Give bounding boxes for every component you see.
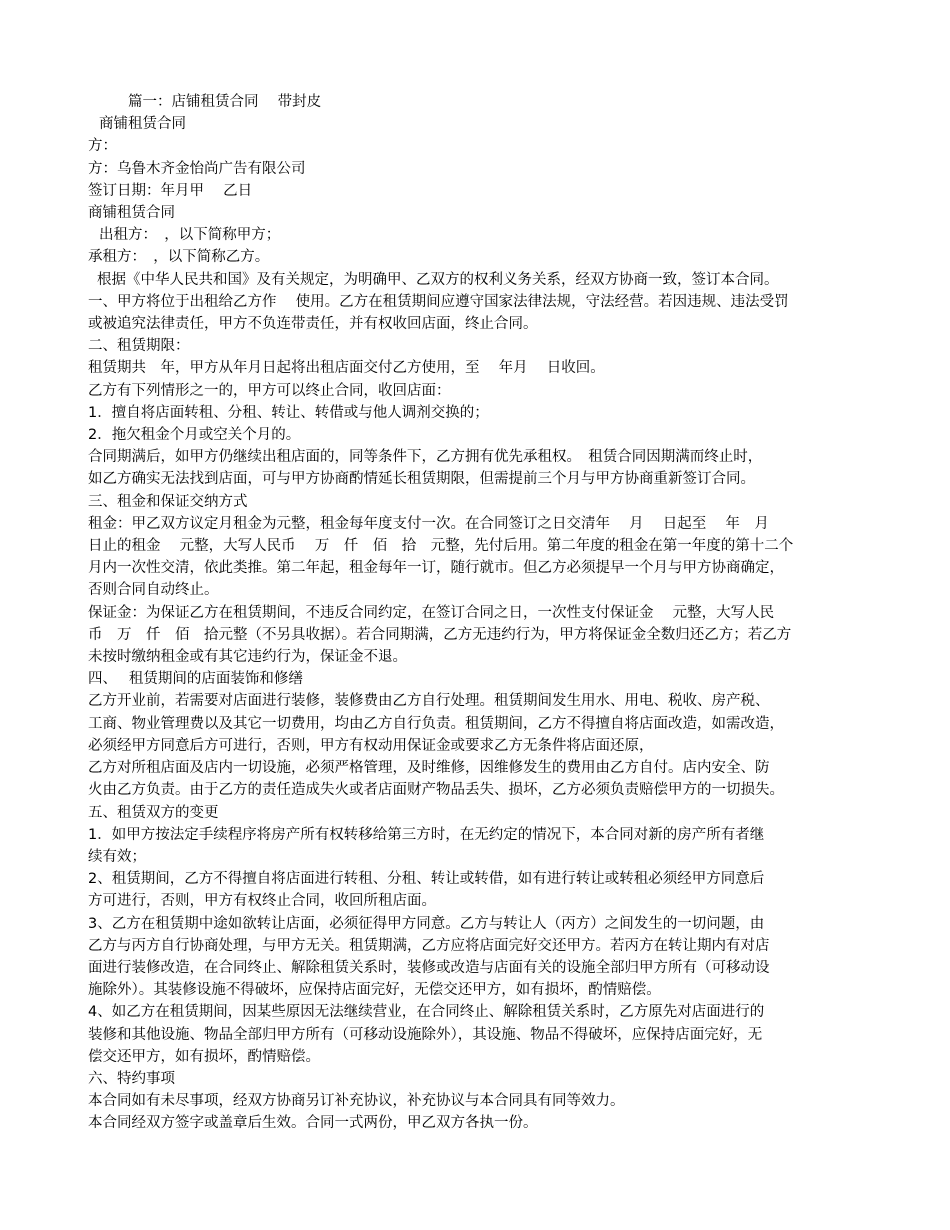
preamble: 根据《中华人民共和国》及有关规定，为明确甲、乙双方的权利义务关系，经双方协商一致，签订本合同。: [97, 271, 779, 288]
deposit-line-3: 未按时缴纳租金或有其它违约行为，保证金不退。: [88, 649, 407, 666]
maintenance-line-1: 乙方对所租店面及店内一切设施，必须严格管理，及时维修，因维修发生的费用由乙方自付。店内安全、防: [88, 760, 770, 777]
rent-line-1: 租金：甲乙双方议定月租金为元整，租金每年度支付一次。在合同签订之日交清年 月 日起至 年 月: [88, 515, 769, 532]
special-line-1: 本合同如有未尽事项，经双方协商另订补充协议，补充协议与本合同具有同等效力。: [88, 1093, 625, 1110]
contract-heading: 商铺租赁合同: [88, 205, 175, 222]
change-item-2-line-2: 方可进行，否则，甲方有权终止合同，收回所租店面。: [88, 893, 436, 910]
change-item-4-line-2: 装修和其他设施、物品全部归甲方所有（可移动设施除外），其设施、物品不得破坏，应保持店面完好，无: [88, 1026, 763, 1043]
termination-item-2: 2．拖欠租金个月或空关个月的。: [88, 427, 301, 444]
special-line-2: 本合同经双方签字或盖章后生效。合同一式两份，甲乙双方各执一份。: [88, 1115, 538, 1132]
renewal-line-2: 如乙方确实无法找到店面，可与甲方协商酌情延长租赁期限，但需提前三个月与甲方协商重新签订合同。: [88, 471, 755, 488]
cover-title: 商铺租赁合同: [99, 116, 186, 133]
change-item-3-line-3: 面进行装修改造，在合同终止、解除租赁关系时，装修或改造与店面有关的设施全部归甲方所有（可移动设: [88, 959, 770, 976]
section-5-heading: 五、租赁双方的变更: [88, 804, 219, 821]
clause-1-line-1: 一、甲方将位于出租给乙方作 使用。乙方在租赁期间应遵守国家法律法规，守法经营。若因违规、违法受罚: [88, 293, 789, 310]
change-item-2-line-1: 2、租赁期间，乙方不得擅自将店面进行转租、分租、转让或转借，如有进行转让或转租必须经甲方同意后: [88, 871, 765, 888]
rent-line-4: 否则合同自动终止。: [88, 582, 219, 599]
lessee-line: 承租方： ，以下简称乙方。: [88, 249, 270, 266]
section-3-heading: 三、租金和保证交纳方式: [88, 493, 248, 510]
change-item-3-line-1: 3、乙方在租赁期中途如欲转让店面，必须征得甲方同意。乙方与转让人（丙方）之间发生的一切问题，由: [88, 915, 765, 932]
change-item-3-line-2: 乙方与丙方自行协商处理，与甲方无关。租赁期满，乙方应将店面完好交还甲方。若丙方在转让期内有对店: [88, 937, 770, 954]
rent-line-3: 月内一次性交清，依此类推。第二年起，租金每年一订，随行就市。但乙方必须提早一个月与甲方协商确定，: [88, 560, 784, 577]
termination-item-1: 1．擅自将店面转租、分租、转让、转借或与他人调剂交换的；: [88, 404, 489, 421]
section-4-heading: 四、 租赁期间的店面装饰和修缮: [88, 671, 303, 688]
rent-line-2: 日止的租金 元整，大写人民币 万 仟 佰 拾 元整，先付后用。第二年度的租金在第一年度的第十二个: [88, 538, 794, 555]
decoration-line-2: 工商、物业管理费以及其它一切费用，均由乙方自行负责。租赁期间，乙方不得擅自将店面改造，如需改造，: [88, 715, 784, 732]
section-2-heading: 二、租赁期限：: [88, 338, 190, 355]
decoration-line-3: 必须经甲方同意后方可进行，否则，甲方有权动用保证金或要求乙方无条件将店面还原，: [88, 737, 654, 754]
change-item-1-line-2: 续有效；: [88, 848, 146, 865]
maintenance-line-2: 火由乙方负责。由于乙方的责任造成失火或者店面财产物品丢失、损坏，乙方必须负责赔偿甲方的一切损失。: [88, 782, 784, 799]
lease-term: 租赁期共 年，甲方从年月日起将出租店面交付乙方使用，至 年月 日收回。: [88, 360, 605, 377]
doc-title: 篇一：店铺租赁合同 带封皮: [128, 94, 322, 110]
termination-intro: 乙方有下列情形之一的，甲方可以终止合同，收回店面：: [88, 382, 451, 399]
change-item-1-line-1: 1．如甲方按法定手续程序将房产所有权转移给第三方时，在无约定的情况下，本合同对新的房产所有者继: [88, 826, 765, 843]
deposit-line-2: 币 万 仟 佰 拾元整（不另具收据）。若合同期满，乙方无违约行为，甲方将保证金全数归还乙方；若乙方: [88, 626, 792, 643]
change-item-4-line-1: 4、如乙方在租赁期间，因某些原因无法继续营业，在合同终止、解除租赁关系时，乙方原先对店面进行的: [88, 1004, 765, 1021]
section-6-heading: 六、特约事项: [88, 1070, 175, 1087]
contract-document: [88, 91, 868, 1135]
sign-date: 签订日期：年月甲 乙日: [88, 182, 253, 199]
party-a-line: 方：: [88, 138, 117, 155]
clause-1-line-2: 或被追究法律责任，甲方不负连带责任，并有权收回店面，终止合同。: [88, 316, 538, 333]
renewal-line-1: 合同期满后，如甲方仍继续出租店面的，同等条件下，乙方拥有优先承租权。 租赁合同因期满而终止时，: [88, 449, 763, 466]
decoration-line-1: 乙方开业前，若需要对店面进行装修，装修费由乙方自行处理。租赁期间发生用水、用电、税收、房产税、: [88, 693, 770, 710]
deposit-line-1: 保证金：为保证乙方在租赁期间，不违反合同约定，在签订合同之日，一次性支付保证金 元整，大写人民: [88, 604, 775, 621]
party-b-line: 方：乌鲁木齐金怡尚广告有限公司: [88, 160, 306, 177]
change-item-3-line-4: 施除外）。其装修设施不得破坏，应保持店面完好，无偿交还甲方，如有损坏，酌情赔偿。: [88, 982, 661, 999]
change-item-4-line-3: 偿交还甲方，如有损坏，酌情赔偿。: [88, 1048, 320, 1065]
lessor-line: 出租方： ，以下简称甲方；: [99, 227, 281, 244]
